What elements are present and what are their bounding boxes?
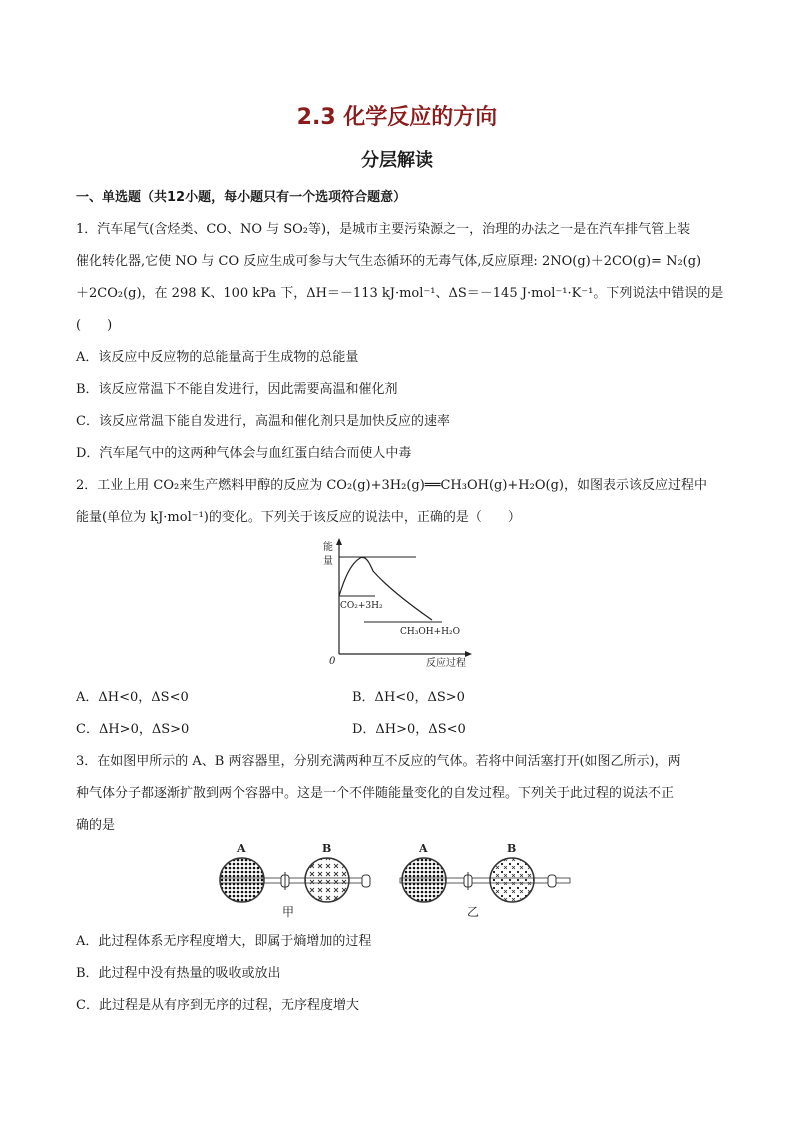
page-title: 2.3 化学反应的方向	[296, 105, 498, 130]
y-label-top: 能	[323, 542, 333, 553]
q3-option-b: B．此过程中没有热量的吸收或放出	[76, 966, 281, 981]
q1-option-c: C．该反应常温下能自发进行，高温和催化剂只是加快反应的速率	[76, 414, 450, 429]
left-label-a: A	[237, 842, 246, 855]
reactant-label: CO₂+3H₂	[340, 601, 383, 611]
q3-option-a: A．此过程体系无序程度增大，即属于熵增加的过程	[76, 934, 372, 949]
page-subtitle: 分层解读	[361, 150, 433, 171]
q2-text-line1: 2．工业上用 CO₂来生产燃料甲醇的反应为 CO₂(g)+3H₂(g)══CH₃OH(g)+H₂O(g)，如图表示该反应过程中	[76, 478, 707, 493]
q3-text-line1: 3．在如图甲所示的 A、B 两容器里，分别充满两种互不反应的气体。若将中间活塞打开(如图乙所示)，两	[76, 754, 681, 769]
right-container-a	[402, 858, 446, 902]
q1-option-a: A．该反应中反应物的总能量高于生成物的总能量	[76, 350, 359, 365]
y-axis-arrow	[336, 538, 342, 545]
q2-option-c: C．ΔH>0，ΔS>0	[76, 722, 190, 737]
x-axis-label: 反应过程	[426, 658, 466, 669]
x-axis-arrow	[465, 651, 472, 657]
gas-diffusion-figure	[212, 838, 582, 918]
q2-option-d: D．ΔH>0，ΔS<0	[352, 722, 466, 737]
panel-right	[400, 858, 570, 902]
q3-option-c: C．此过程是从有序到无序的过程，无序程度增大	[76, 998, 359, 1013]
product-label: CH₃OH+H₂O	[400, 627, 460, 637]
q1-text-line4: ( )	[76, 318, 113, 333]
right-container-b	[490, 858, 534, 902]
energy-diagram	[318, 536, 478, 670]
section-heading: 一、单选题（共12小题，每小题只有一个选项符合题意）	[76, 190, 407, 205]
right-label-b: B	[507, 842, 517, 855]
y-label-bottom: 量	[323, 556, 333, 567]
origin-label: 0	[329, 656, 336, 667]
q3-text-line3: 确的是	[76, 818, 116, 833]
q1-text-line3: ＋2CO₂(g)，在 298 K、100 kPa 下，ΔH＝－113 kJ·mol⁻¹、ΔS＝－145 J·mol⁻¹·K⁻¹。下列说法中错误的是	[76, 286, 724, 301]
left-container-a	[220, 858, 264, 902]
q1-option-d: D．汽车尾气中的这两种气体会与血红蛋白结合而使人中毒	[76, 446, 412, 461]
left-label-b: B	[322, 842, 332, 855]
left-end-valve	[362, 875, 370, 887]
q1-text-line1: 1．汽车尾气(含烃类、CO、NO 与 SO₂等)，是城市主要污染源之一，治理的办法之一是在汽车排气管上装	[76, 222, 691, 237]
right-label-a: A	[419, 842, 428, 855]
caption-right: 乙	[467, 905, 480, 918]
right-end-valve	[548, 875, 556, 887]
q2-option-b: B．ΔH<0，ΔS>0	[352, 690, 465, 705]
q1-option-b: B．该反应常温下不能自发进行，因此需要高温和催化剂	[76, 382, 398, 397]
panel-left	[220, 858, 370, 902]
q1-text-line2: 催化转化器,它使 NO 与 CO 反应生成可参与大气生态循环的无毒气体,反应原理: 2NO(g)＋2CO(g)= N₂(g)	[76, 254, 702, 269]
q3-text-line2: 种气体分子都逐渐扩散到两个容器中。这是一个不伴随能量变化的自发过程。下列关于此过程的说法不正	[76, 786, 675, 801]
left-container-b	[305, 858, 349, 902]
caption-left: 甲	[282, 905, 295, 918]
q2-text-line2: 能量(单位为 kJ·mol⁻¹)的变化。下列关于该反应的说法中，正确的是（ ）	[76, 510, 521, 525]
q2-option-a: A．ΔH<0，ΔS<0	[76, 690, 189, 705]
